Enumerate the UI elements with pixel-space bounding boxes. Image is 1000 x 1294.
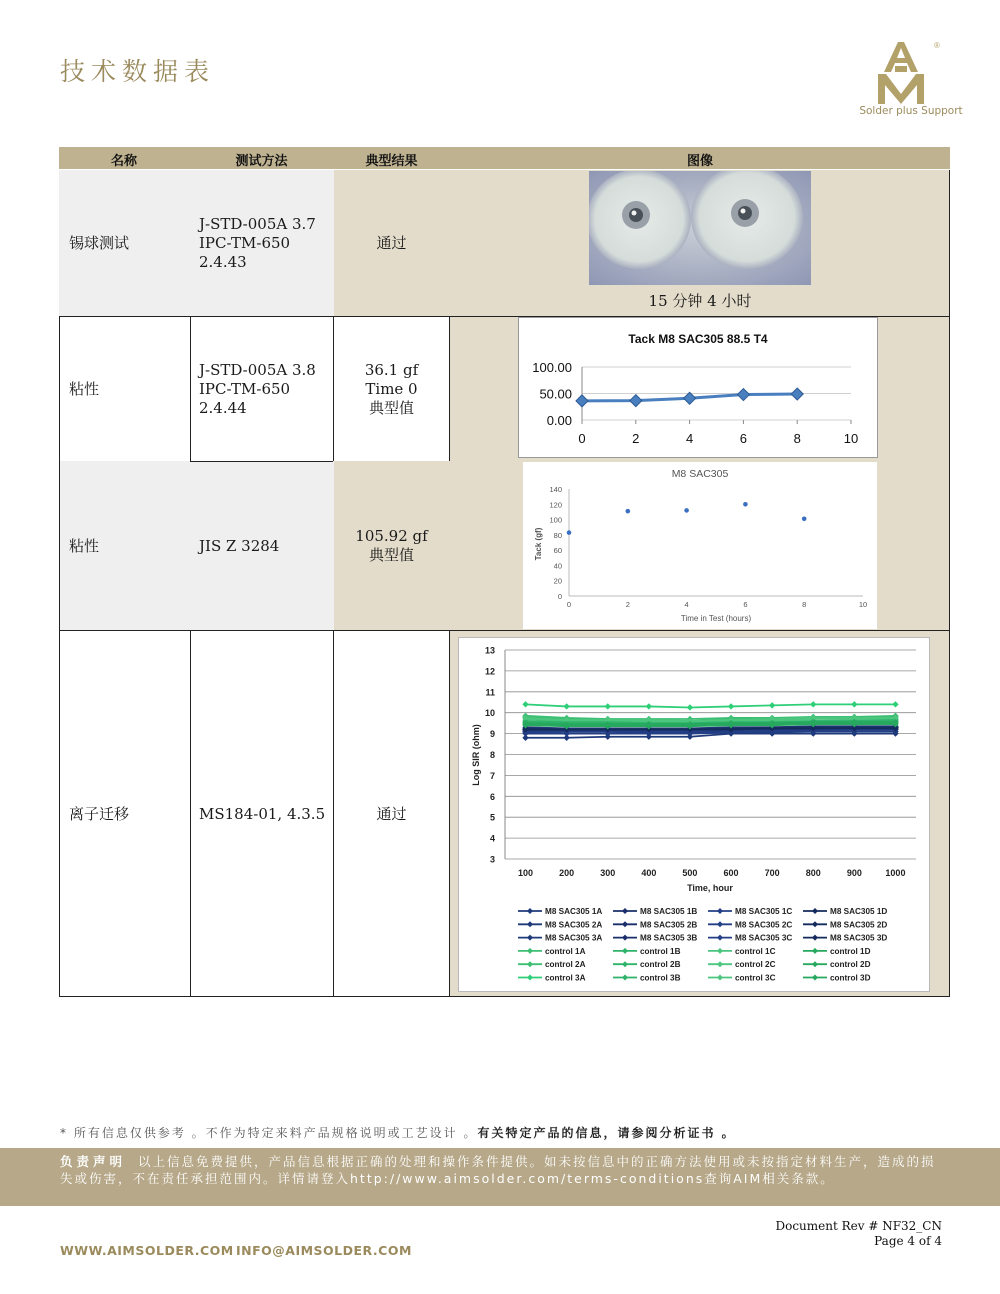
legend-label: M8 SAC305 3A bbox=[545, 933, 603, 943]
data-point bbox=[743, 502, 748, 507]
column-divider bbox=[190, 631, 191, 997]
x-tick-label: 1000 bbox=[885, 868, 906, 878]
website-link[interactable]: WWW.AIMSOLDER.COM bbox=[60, 1243, 234, 1258]
x-tick-label: 300 bbox=[600, 868, 616, 878]
y-tick-label: 0.00 bbox=[546, 413, 572, 428]
reference-note bbox=[60, 1124, 736, 1141]
y-tick-label: 10 bbox=[484, 708, 495, 719]
y-axis-label: Log SIR (ohm) bbox=[471, 724, 481, 786]
legend-label: control 1D bbox=[830, 946, 871, 956]
legend-label: control 2D bbox=[830, 960, 871, 970]
column-header-image: 图像 bbox=[686, 154, 713, 169]
legend-label: control 1C bbox=[735, 946, 776, 956]
legend-label: M8 SAC305 3C bbox=[735, 933, 793, 943]
legend-label: control 2A bbox=[545, 960, 586, 970]
document-title: 技术数据表 bbox=[60, 57, 216, 86]
x-tick-label: 0 bbox=[566, 600, 572, 609]
y-tick-label: 80 bbox=[553, 530, 562, 540]
y-tick-label: 3 bbox=[489, 854, 495, 865]
y-tick-label: 11 bbox=[485, 687, 495, 698]
x-tick-label: 6 bbox=[743, 600, 748, 609]
legend-label: M8 SAC305 2A bbox=[545, 920, 603, 930]
legend-label: M8 SAC305 2C bbox=[735, 920, 793, 930]
legend-label: M8 SAC305 3D bbox=[830, 933, 888, 943]
row1-name: 锡球测试 bbox=[69, 234, 130, 252]
legend-label: control 2B bbox=[640, 960, 681, 970]
method-line: 2.4.44 bbox=[199, 399, 247, 417]
method-line: J-STD-005A 3.7 bbox=[199, 215, 316, 233]
tack-line-chart bbox=[518, 317, 878, 458]
y-tick-label: 60 bbox=[553, 546, 562, 556]
row3-gray-bg bbox=[59, 461, 334, 630]
logo-letter-m bbox=[878, 74, 924, 104]
note-bold: 有关特定产品的信息，请参阅分析证书 。 bbox=[477, 1126, 736, 1140]
jis-tack-scatter-chart bbox=[523, 462, 877, 629]
legend-label: control 1B bbox=[640, 946, 681, 956]
chart-title: M8 SAC305 bbox=[671, 468, 729, 480]
result-line: 105.92 gf bbox=[355, 527, 428, 545]
x-tick-label: 100 bbox=[518, 868, 534, 878]
data-point bbox=[567, 530, 572, 535]
row-divider bbox=[190, 461, 333, 462]
result-line: 典型值 bbox=[368, 399, 414, 417]
x-tick-label: 900 bbox=[846, 868, 862, 878]
x-tick-label: 8 bbox=[802, 600, 807, 609]
x-tick-label: 4 bbox=[685, 431, 694, 446]
y-tick-label: 13 bbox=[484, 645, 495, 656]
y-tick-label: 7 bbox=[489, 770, 495, 781]
column-header-result: 典型结果 bbox=[365, 154, 418, 169]
row2-method bbox=[199, 361, 316, 418]
y-tick-label: 9 bbox=[489, 729, 495, 740]
method-line: J-STD-005A 3.8 bbox=[199, 361, 316, 379]
chart-title: Tack M8 SAC305 88.5 T4 bbox=[628, 332, 768, 346]
x-tick-label: 6 bbox=[739, 431, 748, 446]
column-header-name: 名称 bbox=[110, 154, 137, 169]
table-bottom-border bbox=[59, 996, 950, 997]
row3-method: JIS Z 3284 bbox=[199, 537, 280, 555]
row4-result: 通过 bbox=[376, 805, 407, 823]
x-axis-label: Time, hour bbox=[687, 883, 733, 893]
column-divider bbox=[190, 316, 191, 461]
legend-label: control 3C bbox=[735, 973, 776, 983]
email-link[interactable]: INFO@AIMSOLDER.COM bbox=[236, 1243, 412, 1258]
disclaimer-title: 负责声明 bbox=[60, 1154, 127, 1169]
y-axis-label: Tack (gf) bbox=[534, 527, 543, 561]
data-point bbox=[802, 517, 807, 522]
legend-label: M8 SAC305 1C bbox=[735, 907, 793, 916]
row3-name: 粘性 bbox=[69, 537, 100, 555]
legend-label: M8 SAC305 1A bbox=[545, 907, 603, 916]
logo-letter-i bbox=[895, 66, 907, 72]
table-left-border bbox=[59, 316, 60, 997]
registered-mark: ® bbox=[934, 41, 940, 50]
disclaimer bbox=[60, 1153, 940, 1187]
row1-image-caption: 15 分钟 4 小时 bbox=[648, 292, 752, 310]
document-revision: Document Rev # NF32_CN bbox=[775, 1219, 942, 1233]
x-tick-label: 10 bbox=[858, 600, 868, 609]
y-tick-label: 6 bbox=[489, 791, 495, 802]
y-tick-label: 40 bbox=[553, 561, 562, 571]
x-tick-label: 4 bbox=[684, 600, 689, 609]
method-line: IPC-TM-650 bbox=[199, 234, 291, 252]
y-tick-label: 8 bbox=[489, 750, 495, 760]
y-tick-label: 0 bbox=[557, 592, 562, 601]
row4-method: MS184-01, 4.3.5 bbox=[199, 805, 326, 823]
x-tick-label: 10 bbox=[843, 431, 859, 446]
legend-label: M8 SAC305 1B bbox=[640, 907, 698, 916]
x-tick-label: 600 bbox=[723, 868, 739, 878]
row2-result bbox=[334, 361, 449, 418]
row-divider bbox=[59, 630, 950, 631]
solder-ball-photo bbox=[589, 171, 811, 285]
x-tick-label: 400 bbox=[641, 868, 657, 878]
legend-label: M8 SAC305 3B bbox=[640, 933, 698, 943]
logo-tagline: Solder plus Support bbox=[859, 105, 963, 117]
y-tick-label: 50.00 bbox=[539, 386, 572, 402]
legend-label: control 3B bbox=[640, 973, 681, 983]
legend-label: M8 SAC305 2B bbox=[640, 920, 698, 930]
y-tick-label: 5 bbox=[489, 812, 495, 823]
y-tick-label: 140 bbox=[549, 485, 562, 494]
y-tick-label: 100.00 bbox=[532, 360, 572, 375]
result-line: 36.1 gf bbox=[364, 361, 419, 379]
result-line: 典型值 bbox=[368, 546, 414, 564]
legend-label: control 1A bbox=[545, 946, 586, 956]
row1-result: 通过 bbox=[376, 234, 407, 252]
result-line: Time 0 bbox=[365, 380, 418, 398]
legend-label: control 3A bbox=[545, 973, 586, 983]
data-point bbox=[684, 508, 689, 513]
x-tick-label: 800 bbox=[805, 868, 821, 878]
disclaimer-text: 以上信息免费提供，产品信息根据正确的处理和操作条件提供。如未按信息中的正确方法使用或未按指定材料生产，造成的损失或伤害，不在责任承担范围内。详情请登入http://www.aimsolder.com/terms-conditions查询AIM相关条款。 bbox=[60, 1154, 936, 1186]
row4-name: 离子迁移 bbox=[69, 805, 130, 823]
row2-name: 粘性 bbox=[69, 380, 100, 398]
column-divider bbox=[449, 631, 450, 997]
y-tick-label: 120 bbox=[549, 500, 562, 510]
x-tick-label: 2 bbox=[632, 431, 640, 446]
series-line bbox=[526, 728, 896, 729]
chart-frame bbox=[523, 462, 877, 629]
x-tick-label: 200 bbox=[559, 868, 575, 878]
x-axis-label: Time in Test (hours) bbox=[680, 614, 752, 623]
y-tick-label: 12 bbox=[484, 666, 495, 677]
x-tick-label: 0 bbox=[578, 431, 586, 446]
legend-label: control 3D bbox=[830, 973, 871, 983]
note-plain: * 所有信息仅供参考 。不作为特定来料产品规格说明或工艺设计 。 bbox=[60, 1126, 478, 1140]
x-tick-label: 700 bbox=[764, 868, 780, 878]
data-point bbox=[626, 509, 631, 514]
row3-result bbox=[334, 527, 449, 565]
legend-label: M8 SAC305 2D bbox=[830, 920, 888, 930]
y-tick-label: 20 bbox=[553, 576, 562, 586]
page-number: Page 4 of 4 bbox=[874, 1234, 942, 1248]
legend-label: control 2C bbox=[735, 960, 776, 970]
y-tick-label: 4 bbox=[489, 833, 495, 844]
x-tick-label: 500 bbox=[682, 868, 698, 878]
y-tick-label: 100 bbox=[549, 515, 562, 525]
method-line: 2.4.43 bbox=[199, 253, 247, 271]
x-tick-label: 8 bbox=[793, 431, 801, 446]
row1-method bbox=[199, 215, 316, 272]
sir-line-chart bbox=[458, 637, 930, 992]
legend-label: M8 SAC305 1D bbox=[830, 907, 888, 916]
column-divider bbox=[449, 316, 450, 461]
method-line: IPC-TM-650 bbox=[199, 380, 291, 398]
x-tick-label: 2 bbox=[625, 600, 630, 609]
column-header-method: 测试方法 bbox=[235, 154, 288, 169]
document-info bbox=[775, 1219, 942, 1249]
